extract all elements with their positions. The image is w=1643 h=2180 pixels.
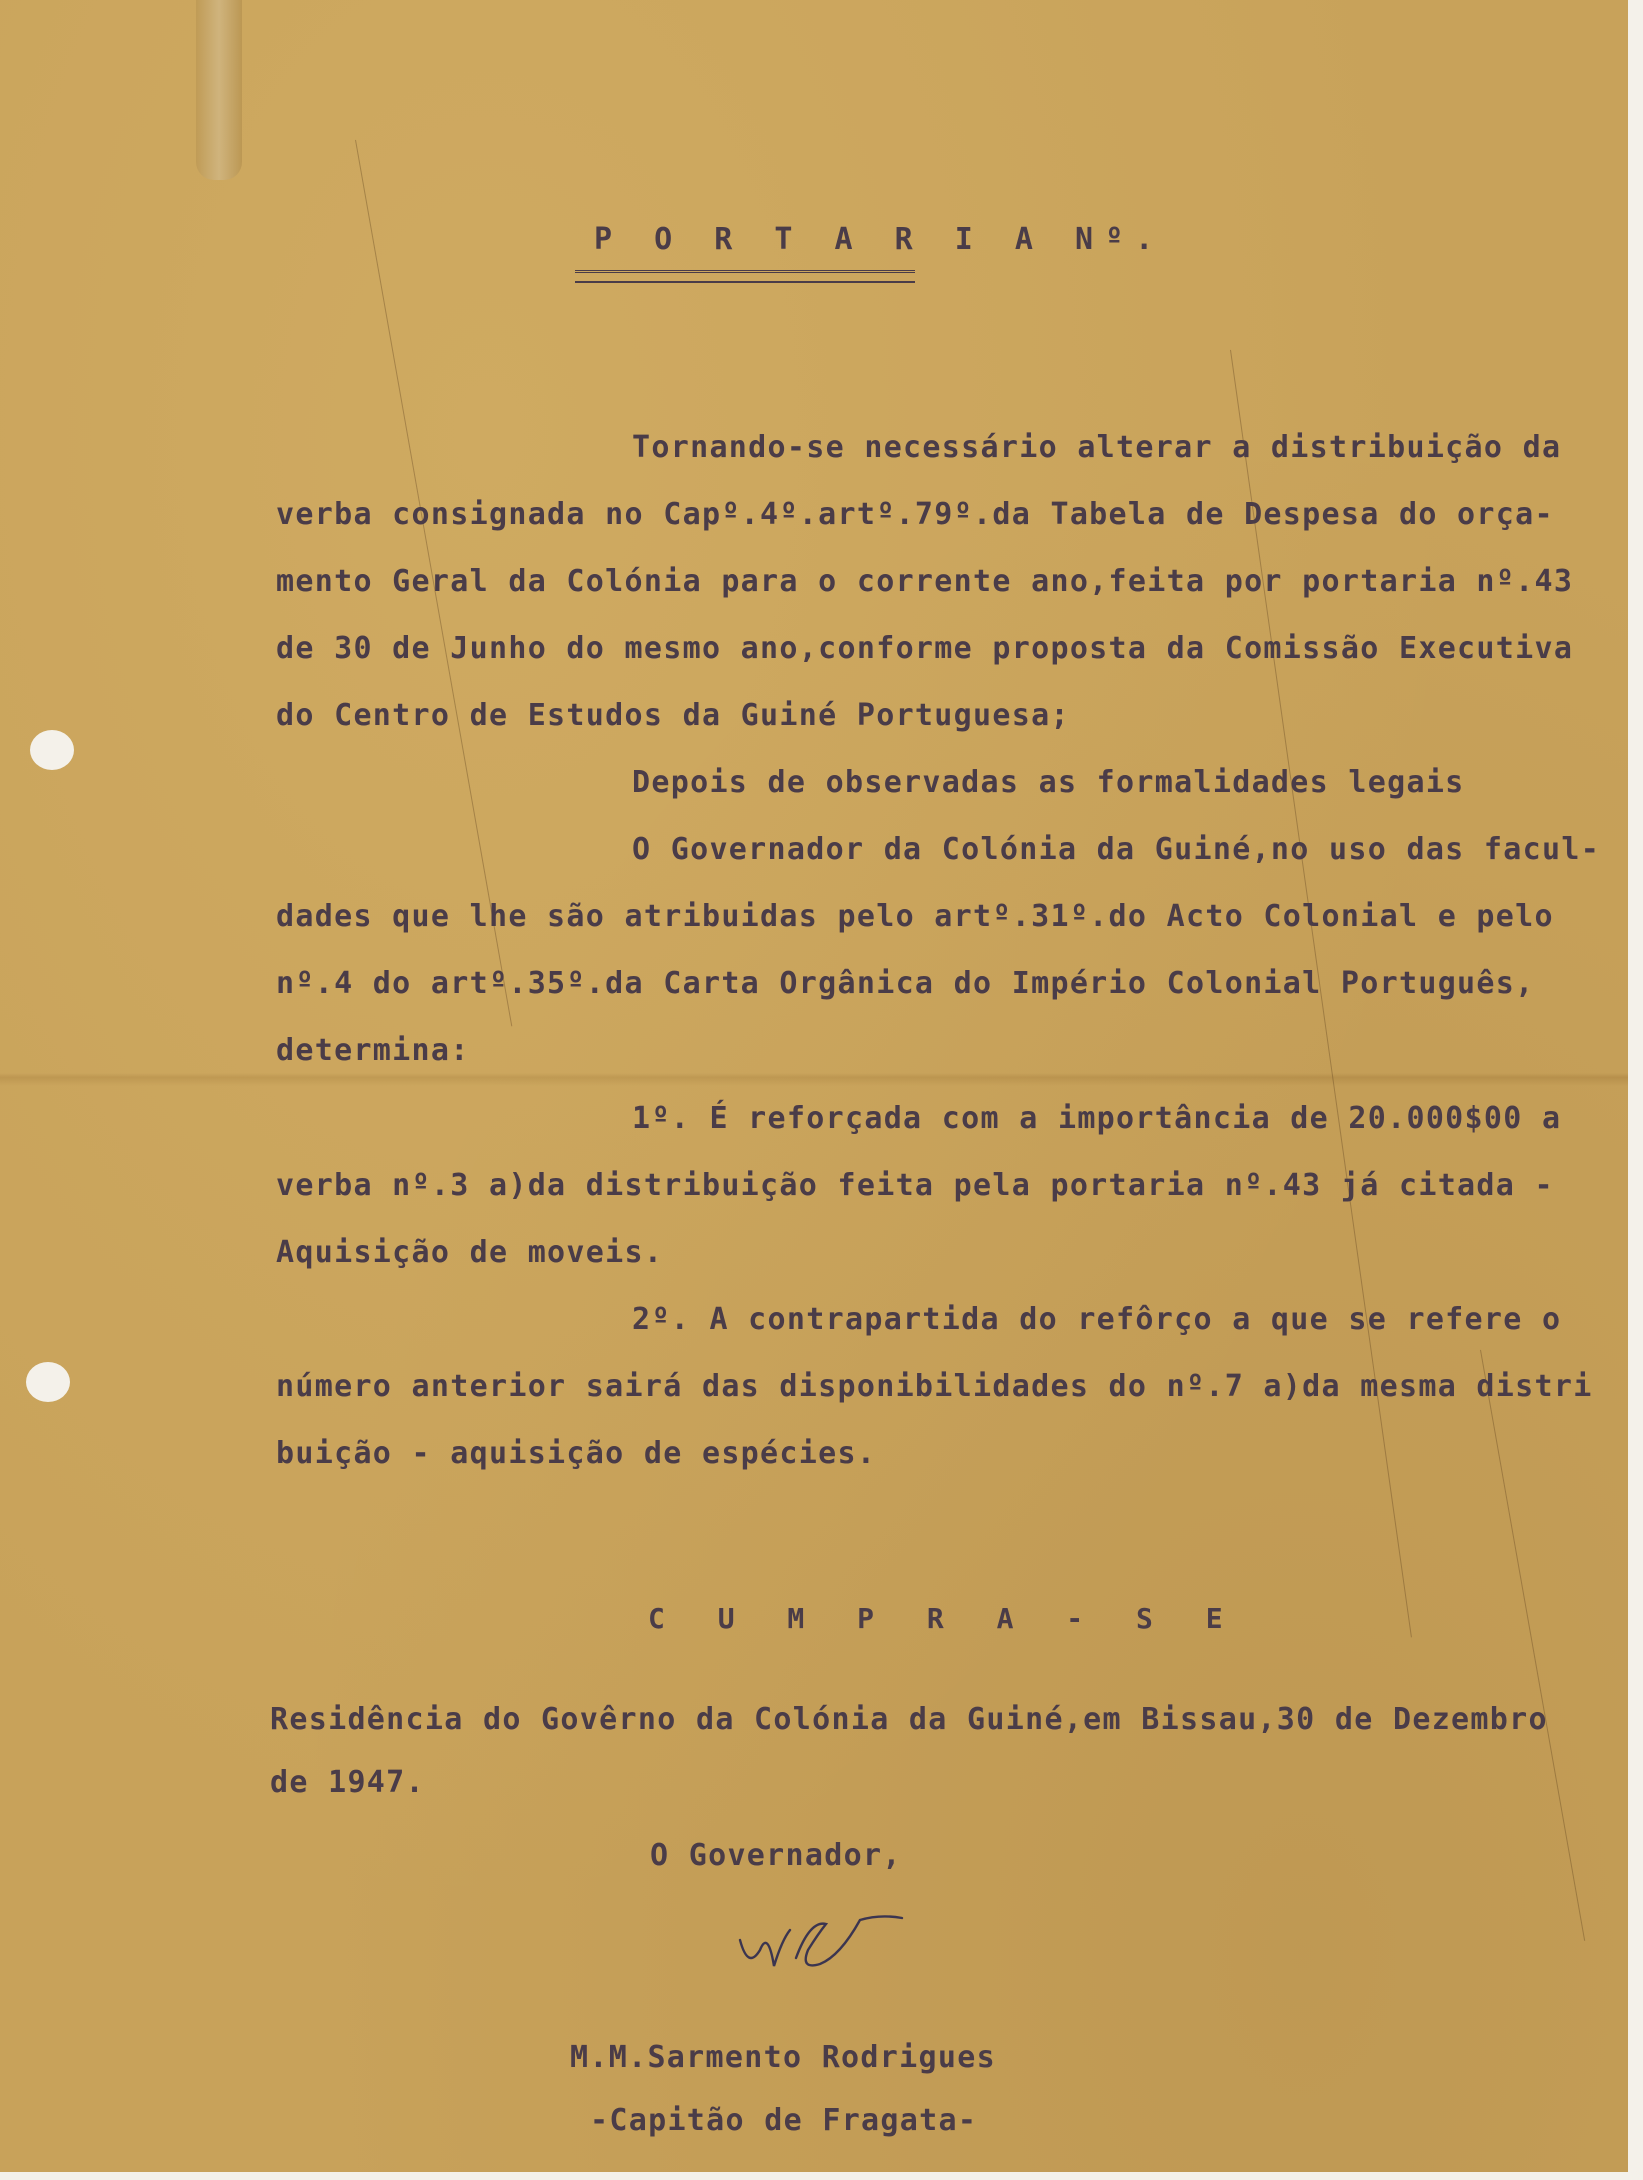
document-title: P O R T A R I A Nº.: [594, 222, 1166, 257]
punch-hole: [26, 1362, 70, 1402]
paragraph-line: do Centro de Estudos da Guiné Portuguesa;: [276, 698, 1070, 733]
item-line: Aquisição de moveis.: [276, 1235, 664, 1270]
paragraph-line: dades que lhe são atribuidas pelo artº.31º.do Acto Colonial e pelo: [276, 899, 1554, 934]
paragraph-line: nº.4 do artº.35º.da Carta Orgânica do Império Colonial Português,: [276, 966, 1535, 1001]
item-line: 1º. É reforçada com a importância de 20.000$00 a: [632, 1101, 1562, 1136]
title-underline: [575, 270, 915, 283]
item-line: verba nº.3 a)da distribuição feita pela portaria nº.43 já citada -: [276, 1168, 1554, 1203]
closing-line: de 1947.: [270, 1765, 425, 1800]
scan-border-right: [1628, 0, 1643, 2180]
item-line: buição - aquisição de espécies.: [276, 1436, 877, 1471]
signature-image: [730, 1900, 910, 1990]
signatory-title: O Governador,: [650, 1838, 902, 1873]
paragraph-line: mento Geral da Colónia para o corrente ano,feita por portaria nº.43: [276, 564, 1574, 599]
item-line: número anterior sairá das disponibilidades do nº.7 a)da mesma distri: [276, 1369, 1593, 1404]
closing-line: Residência do Govêrno da Colónia da Guiné,em Bissau,30 de Dezembro: [270, 1702, 1548, 1737]
signatory-rank: -Capitão de Fragata-: [590, 2103, 978, 2138]
paragraph-line: de 30 de Junho do mesmo ano,conforme proposta da Comissão Executiva: [276, 631, 1574, 666]
signatory-name: M.M.Sarmento Rodrigues: [570, 2040, 996, 2075]
item-line: 2º. A contrapartida do refôrço a que se refere o: [632, 1302, 1562, 1337]
cumpra-se-heading: C U M P R A - S E: [648, 1602, 1241, 1635]
paper-crease: [1480, 1350, 1585, 1941]
staple-mark: [196, 0, 242, 180]
paragraph-line: O Governador da Colónia da Guiné,no uso das facul-: [632, 832, 1601, 867]
paragraph-line: determina:: [276, 1033, 470, 1068]
punch-hole: [30, 730, 74, 770]
paragraph-line: verba consignada no Capº.4º.artº.79º.da Tabela de Despesa do orça-: [276, 497, 1554, 532]
paragraph-line: Tornando-se necessário alterar a distribuição da: [632, 430, 1562, 465]
paragraph-line: Depois de observadas as formalidades legais: [632, 765, 1465, 800]
scan-border-bottom: [0, 2172, 1643, 2180]
